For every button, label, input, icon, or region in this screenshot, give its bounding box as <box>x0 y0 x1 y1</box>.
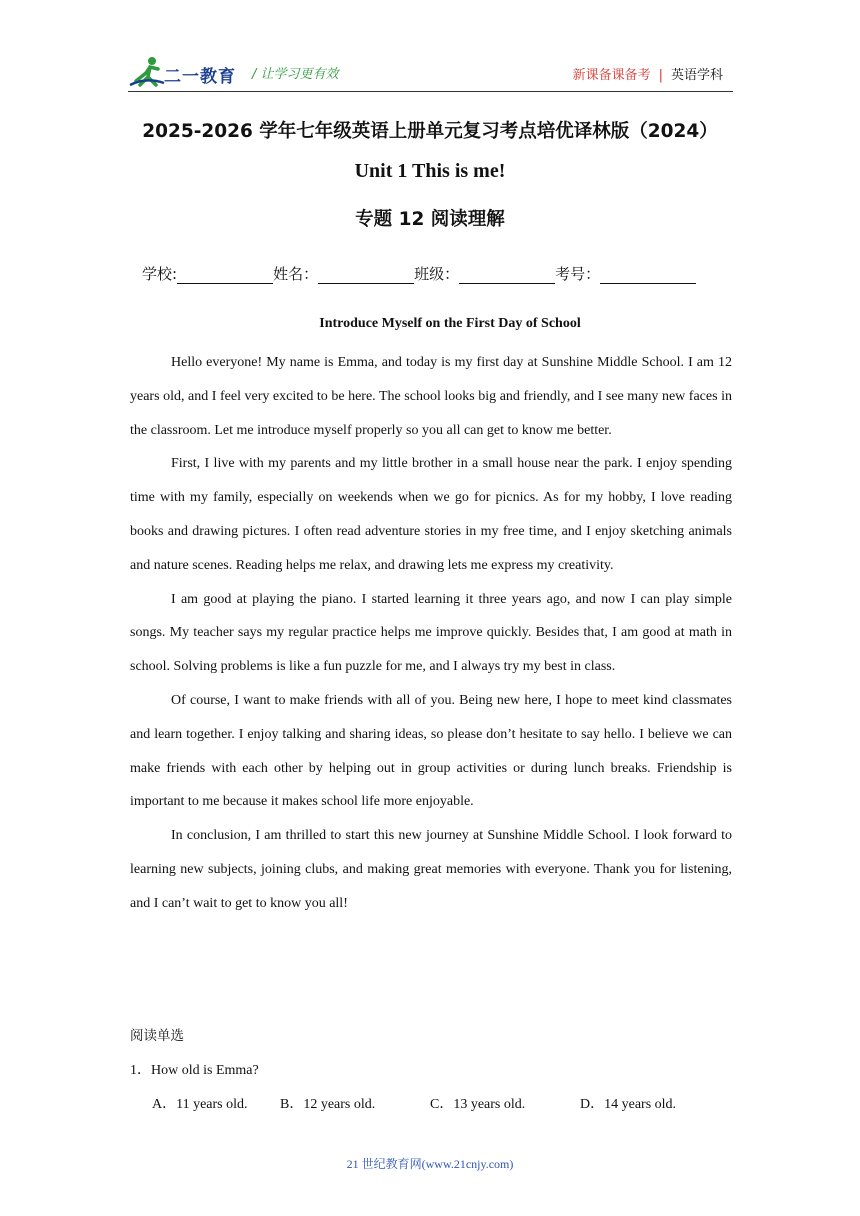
number-blank <box>600 267 696 284</box>
header-subject: 英语学科 <box>670 68 723 83</box>
class-label: 班级： <box>414 265 460 283</box>
name-blank <box>318 267 414 284</box>
question-stem: 1．How old is Emma? <box>130 1063 259 1078</box>
name-label: 姓名： <box>273 265 319 283</box>
school-label: 学校: <box>142 265 178 283</box>
section-label: 阅读单选 <box>130 1028 184 1044</box>
passage-body <box>130 346 732 921</box>
paragraph: Hello everyone! My name is Emma, and today is my first day at Sunshine Middle School. I am 12 years old, and I feel very excited to be here. The school looks big and friendly, and I see many new faces in the classroom. Let me introduce myself properly so you all can get to know me better. <box>130 355 732 438</box>
unit-title: Unit 1 This is me! <box>354 160 506 182</box>
paragraph: Of course, I want to make friends with all of you. Being new here, I hope to meet kind classmates and learn together. I enjoy talking and sharing ideas, so please don’t hesitate to say hello. I believe we can make friends with each other by helping out in group activities or during lunch breaks. Friendship is important to me because it makes school life more enjoyable. <box>130 692 732 810</box>
class-blank <box>459 267 555 284</box>
page-header <box>128 55 733 92</box>
runner-logo-icon <box>128 55 168 89</box>
logo-text: 二一教育 <box>164 67 236 87</box>
page-footer: 21 世纪教育网(www.21cnjy.com) <box>346 1157 514 1171</box>
header-tagline: 新课备课备考 <box>572 68 651 83</box>
document-title: 2025-2026 学年七年级英语上册单元复习考点培优译林版（2024） <box>142 121 718 142</box>
option-c: C．13 years old. <box>430 1097 526 1112</box>
logo <box>128 55 240 89</box>
slogan: / 让学习更有效 <box>252 67 339 82</box>
option-a: A．11 years old. <box>152 1097 248 1112</box>
topic-title: 专题 12 阅读理解 <box>355 209 505 230</box>
number-label: 考号： <box>555 265 601 283</box>
option-d: D．14 years old. <box>580 1097 677 1112</box>
student-info <box>142 263 696 284</box>
passage-title: Introduce Myself on the First Day of School <box>319 316 581 331</box>
paragraph: I am good at playing the piano. I started learning it three years ago, and now I can play simple songs. My teacher says my regular practice helps me improve quickly. Besides that, I am good at math in school. Solving problems is like a fun puzzle for me, and I always try my best in class. <box>130 591 732 675</box>
header-separator: | <box>658 68 663 83</box>
school-blank <box>177 267 273 284</box>
paragraph: First, I live with my parents and my little brother in a small house near the park. I enjoy spending time with my family, especially on weekends when we go for picnics. As for my hobby, I love reading books and drawing pictures. I often read adventure stories in my free time, and I enjoy sketching animals and nature scenes. Reading helps me relax, and drawing lets me express my creativity. <box>130 456 732 573</box>
paragraph: In conclusion, I am thrilled to start this new journey at Sunshine Middle School. I look forward to learning new subjects, joining clubs, and making great memories with everyone. Thank you for listening, and I can’t wait to get to know you all! <box>130 828 732 911</box>
option-b: B．12 years old. <box>280 1097 376 1112</box>
header-right <box>573 64 723 83</box>
